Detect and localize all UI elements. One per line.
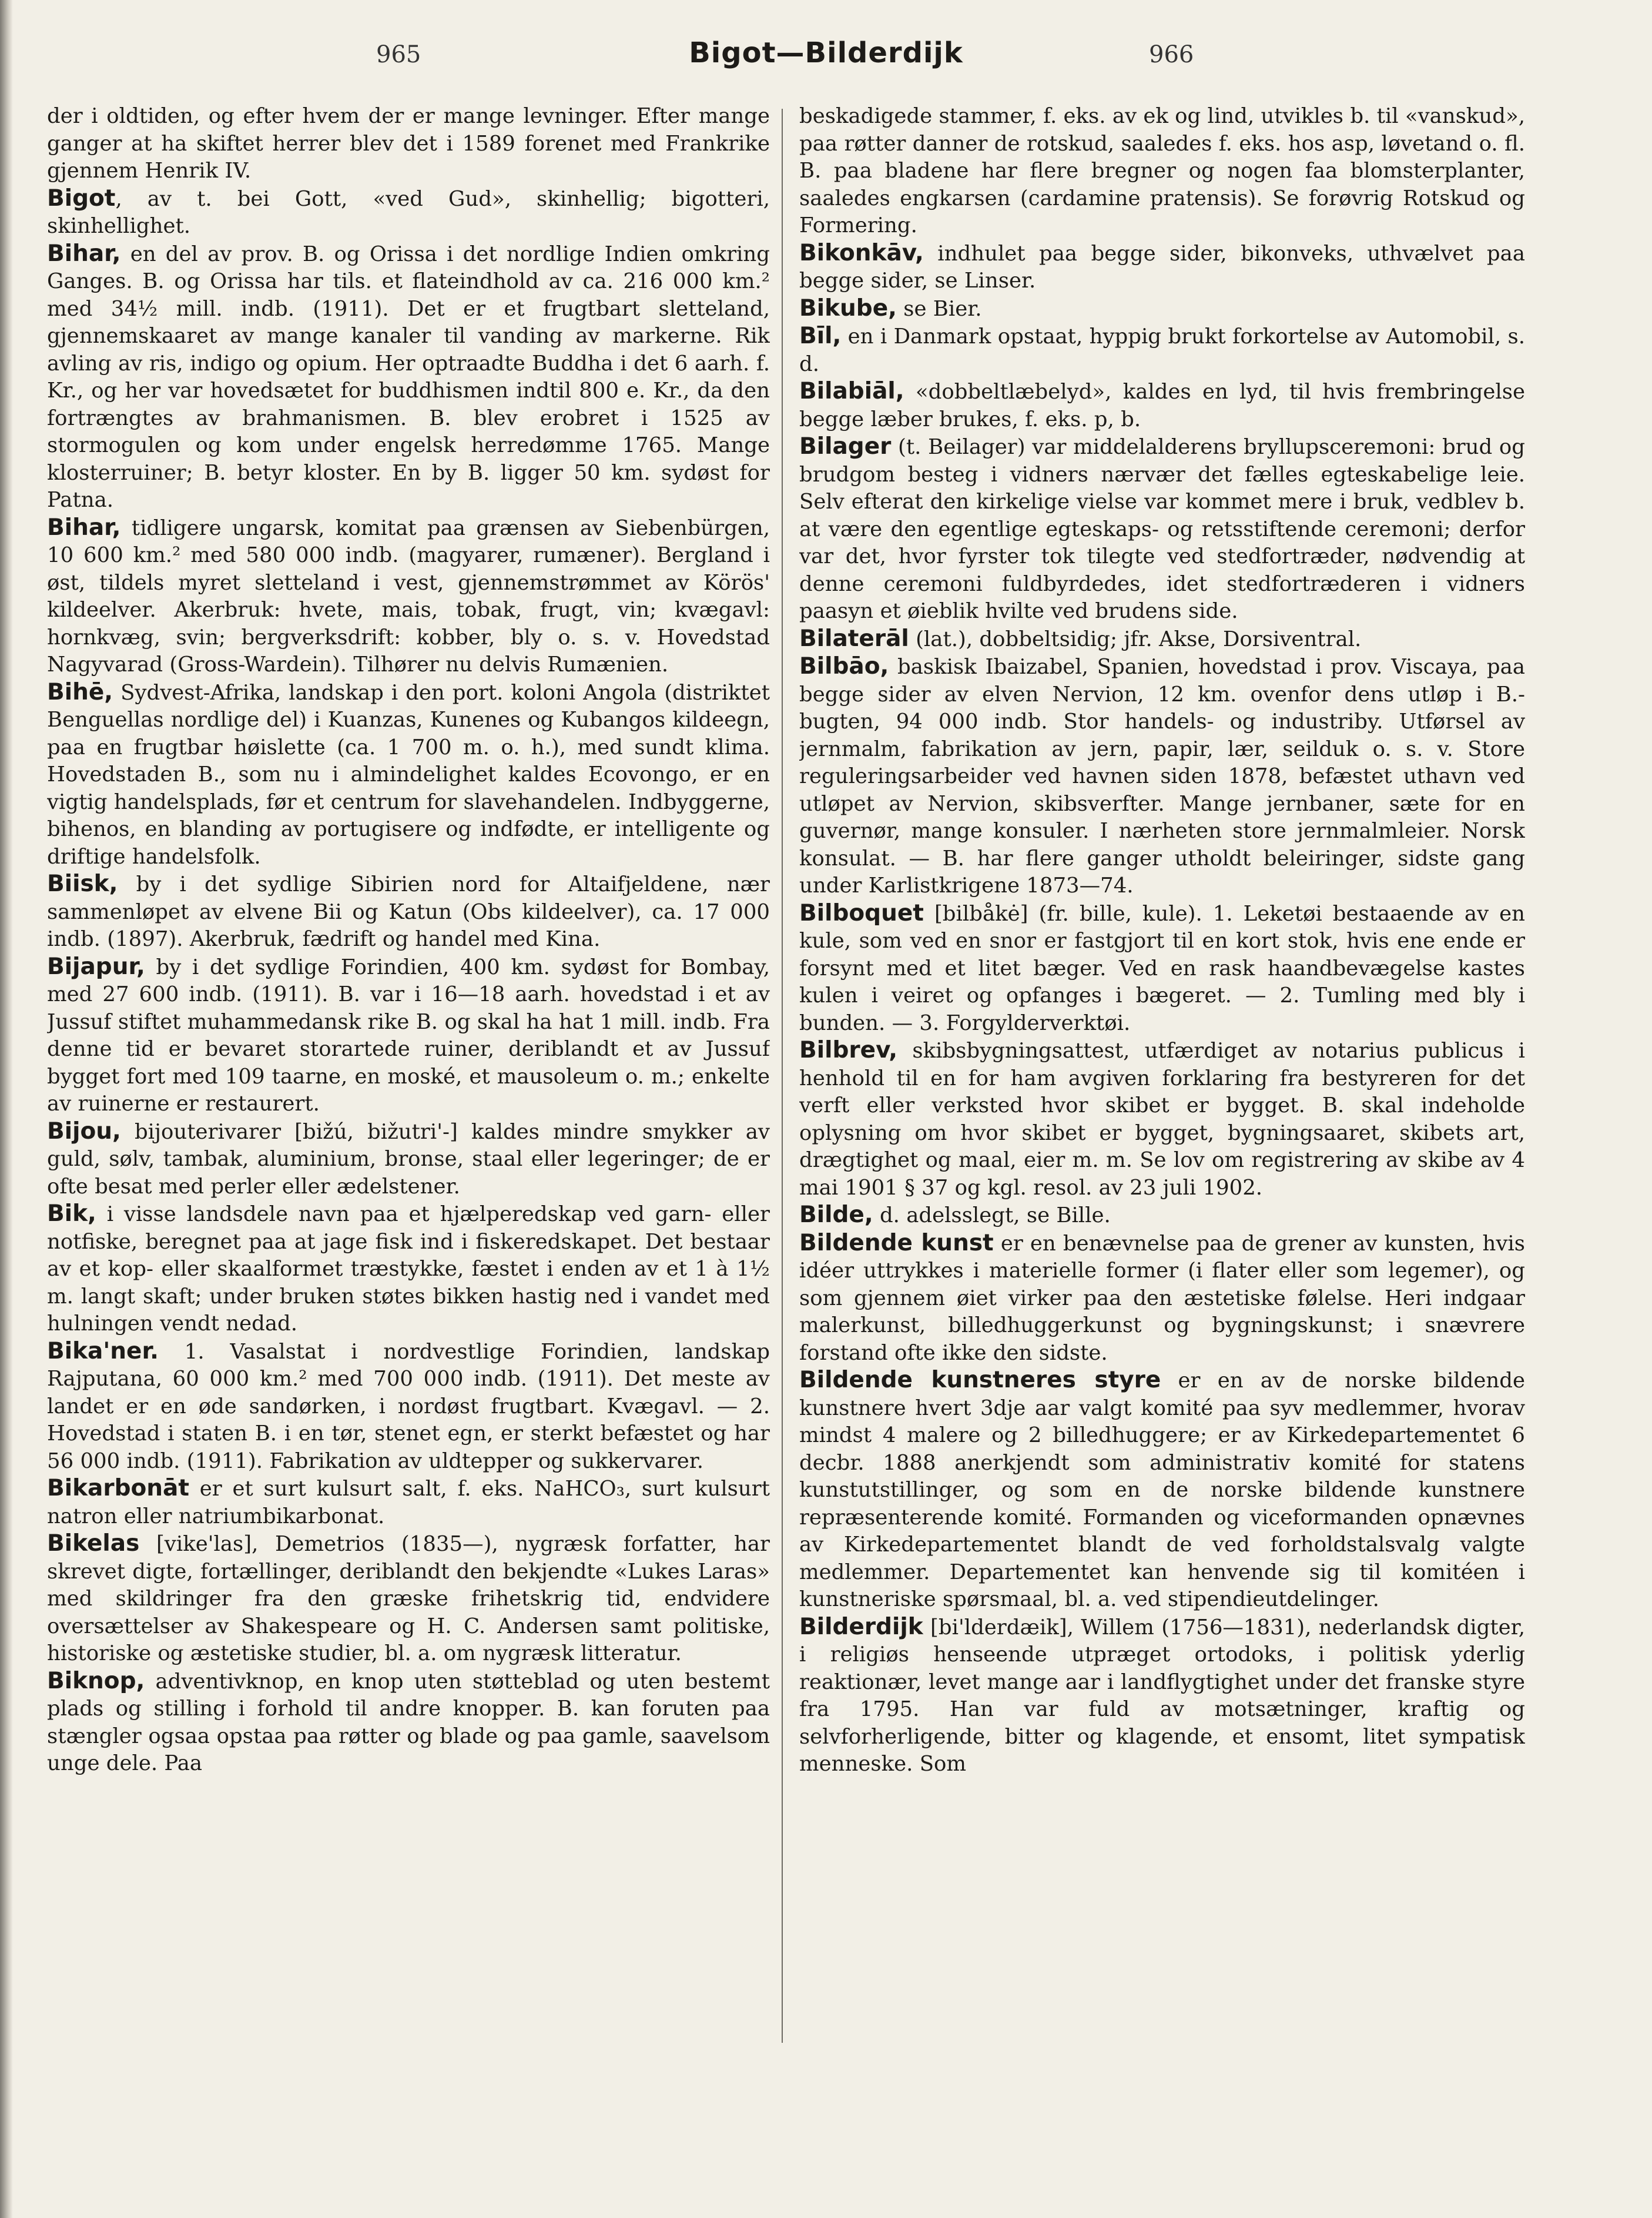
page-binding-shadow	[0, 0, 13, 2218]
page-header	[0, 36, 1652, 78]
entry-text: beskadigede stammer, f. eks. av ek og lind, utvikles b. til «vanskud», paa røtter danner de rotskud, saaledes f. eks. hos asp, løvetand o. fl. B. paa bladene har flere bregner og nogen faa blomsterplanter, saaledes engkarsen (cardamine pratensis). Se forøvrig Rotskud og Formering.	[799, 104, 1525, 237]
entry-text: [vike'las], Demetrios (1835—), nygræsk forfatter, har skrevet digte, fortællinger, deriblandt den bekjendte «Lukes Laras» med skildringer fra den græske frihetskrig tid, endvidere oversættelser av Shakespeare og H. C. Andersen samt politiske, historiske og æstetiske studier, bl. a. om nygræsk litteratur.	[47, 1532, 770, 1665]
dictionary-entry	[47, 240, 770, 514]
dictionary-entry	[47, 1668, 770, 1778]
entry-text: er et surt kulsurt salt, f. eks. NaHCO₃, surt kulsurt natron eller natriumbikarbonat.	[47, 1477, 770, 1528]
dictionary-entry	[799, 295, 1525, 323]
dictionary-entry	[47, 1475, 770, 1530]
entry-text: en del av prov. B. og Orissa i det nordlige Indien omkring Ganges. B. og Orissa har tils. et flateindhold av ca. 216 000 km.² med 34½ mill. indb. (1911). Det er et frugtbart sletteland, gjennemskaaret av mange kanaler til vanding av markerne. Rik avling av ris, indigo og opium. Her optraadte Buddha i det 6 aarh. f. Kr., og her var hovedsætet for buddhismen indtil 800 e. Kr., da den fortrængtes av brahmanismen. B. blev erobret i 1525 av stormogulen og kom under engelsk herredømme 1765. Mange klosterruiner; B. betyr kloster. En by B. ligger 50 km. sydøst for Patna.	[47, 242, 770, 512]
entry-headword: Bilderdijk	[799, 1613, 923, 1640]
dictionary-entry	[47, 1200, 770, 1338]
right-column	[799, 103, 1525, 2172]
entry-text: er en av de norske bildende kunstnere hvert 3dje aar valgt komité paa syv medlemmer, hvorav mindst 4 malere og 2 billedhuggere; er av Kirkedepartementet 6 decbr. 1888 anerkjendt som administrativ komité for statens kunstutstillinger, og som en de norske bildende kunstnere repræsenterende komité. Formanden og viceformanden opnævnes av Kirkedepartementet blandt de ved forholdstalsvalg valgte medlemmer. Departementet kan henvende sig til komitéen i kunstneriske spørsmaal, bl. a. ved stipendieutdelinger.	[799, 1369, 1525, 1611]
left-column	[47, 103, 770, 2172]
entry-headword: Bihar,	[47, 240, 121, 267]
entry-headword: Bilde,	[799, 1202, 873, 1228]
page-number-right: 966	[1149, 41, 1194, 68]
entry-text: indhulet paa begge sider, bikonveks, uthvælvet paa begge sider, se Linser.	[799, 241, 1525, 293]
dictionary-entry	[799, 1230, 1525, 1367]
entry-headword: Bilaterāl	[799, 625, 909, 652]
entry-headword: Bildende kunstneres styre	[799, 1367, 1161, 1393]
entry-headword: Bigot	[47, 185, 116, 212]
entry-text: [bi'lderdæik], Willem (1756—1831), nederlandsk digter, i religiøs henseende utpræget ortodoks, i politisk yderlig reaktionær, levet mange aar i landflygtighet under det franske styre fra 1795. Han var fuld av motsætninger, kraftig og selvforherligende, bitter og klagende, et ensomt, litet sympatisk menneske. Som	[799, 1615, 1525, 1776]
entry-headword: Bikelas	[47, 1530, 140, 1557]
dictionary-entry	[47, 185, 770, 240]
entry-headword: Bihar,	[47, 514, 121, 541]
entry-headword: Bikube,	[799, 295, 897, 322]
entry-text: (t. Beilager) var middelalderens bryllupsceremoni: brud og brudgom besteg i vidners nærvær det fælles egteskabelige leie. Selv efterat den kirkelige vielse var kommet mere i bruk, vedblev b. at være den egentlige egteskaps- og retsstiftende ceremoni; derfor var det, hvor fyrster tok tilegte ved stedfortræder, nødvendig at denne ceremoni fuldbyrdedes, idet stedfortræderen i vidners paasyn et øieblik hvilte ved brudens side.	[799, 435, 1525, 623]
entry-headword: Bilboquet	[799, 899, 924, 926]
entry-text: Sydvest-Afrika, landskap i den port. koloni Angola (distriktet Benguellas nordlige del) i Kuanzas, Kunenes og Kubangos kildeegn, paa en frugtbar høislette (ca. 1 700 m. o. h.), med sundt klima. Hovedstaden B., som nu i almindelighet kaldes Ecovongo, er en vigtig handelsplads, før et centrum for slavehandelen. Indbyggerne, bihenos, en blanding av portugisere og indfødte, er intelligente og driftige handelsfolk.	[47, 680, 770, 869]
entry-text: 1. Vasalstat i nordvestlige Forindien, landskap Rajputana, 60 000 km.² med 700 000 indb. (1911). Det meste av landet er en øde sandørken, i nordøst frugtbart. Kvægavl. — 2. Hovedstad i staten B. i en tør, stenet egn, er sterkt befæstet og har 56 000 indb. (1911). Fabrikation av uldtepper og sukkervarer.	[47, 1339, 770, 1473]
entry-headword: Bijou,	[47, 1118, 121, 1145]
entry-text: baskisk Ibaizabel, Spanien, hovedstad i prov. Viscaya, paa begge sider av elven Nervion, 12 km. ovenfor dens utløp i B.-bugten, 94 000 indb. Stor handels- og industriby. Utførsel av jernmalm, fabrikation av jern, papir, lær, seilduk o. s. v. Store reguleringsarbeider ved havnen siden 1878, befæstet uthavn ved utløpet av Nervion, skibsverfter. Mange jernbaner, sæte for en guvernør, mange konsuler. I nærheten store jernmalmleier. Norsk konsulat. — B. har flere ganger utholdt beleiringer, sidste gang under Karlistkrigene 1873—74.	[799, 655, 1525, 898]
dictionary-entry	[799, 378, 1525, 433]
entry-text: (lat.), dobbeltsidig; jfr. Akse, Dorsiventral.	[909, 627, 1362, 651]
entry-text: der i oldtiden, og efter hvem der er mange levninger. Efter mange ganger at ha skiftet herrer blev det i 1589 forenet med Frankrike gjennem Henrik IV.	[47, 104, 770, 183]
dictionary-entry	[799, 1367, 1525, 1614]
entry-headword: Bikonkāv,	[799, 239, 924, 266]
entry-headword: Bilager	[799, 433, 892, 460]
dictionary-entry	[47, 1118, 770, 1201]
entry-text: tidligere ungarsk, komitat paa grænsen av Siebenbürgen, 10 600 km.² med 580 000 indb. (magyarer, rumæner). Bergland i øst, tildels myret sletteland i vest, gjennemstrømmet av Körös' kildeelver. Akerbruk: hvete, mais, tobak, frugt, vin; kvægavl: hornkvæg, svin; bergverksdrift: kobber, bly o. s. v. Hovedstad Nagyvarad (Gross-Wardein). Tilhører nu delvis Rumænien.	[47, 516, 770, 677]
entry-headword: Biisk,	[47, 871, 118, 897]
entry-text: by i det sydlige Forindien, 400 km. sydøst for Bombay, med 27 600 indb. (1911). B. var i 16—18 aarh. hovedstad i et av Jussuf stiftet muhammedansk rike B. og skal ha hat 1 mill. indb. Fra denne tid er bevaret storartede ruiner, deriblandt et av Jussuf bygget fort med 109 taarne, en moské, et mausoleum o. m.; enkelte av ruinerne er restaurert.	[47, 955, 770, 1116]
entry-headword: Bik,	[47, 1200, 96, 1227]
dictionary-entry	[799, 103, 1525, 240]
entry-headword: Bihē,	[47, 678, 113, 705]
dictionary-entry	[47, 514, 770, 679]
entry-headword: Bika'ner.	[47, 1337, 159, 1364]
entry-headword: Bildende kunst	[799, 1229, 994, 1256]
entry-text: se Bier.	[896, 296, 982, 321]
running-head: Bigot—Bilderdijk	[689, 36, 963, 69]
dictionary-entry	[799, 625, 1525, 654]
dictionary-entry	[799, 1614, 1525, 1778]
entry-text: adventivknop, en knop uten støtteblad og uten bestemt plads og stilling i forhold til andre knopper. B. kan foruten paa stængler ogsaa opstaa paa røtter og blade og paa gamle, saavelsom unge dele. Paa	[47, 1669, 770, 1775]
page-number-left: 965	[376, 41, 421, 68]
dictionary-entry	[47, 1530, 770, 1668]
entry-text: er en benævnelse paa de grener av kunsten, hvis idéer uttrykkes i materielle former (i flater eller som legemer), og som gjennem øiet virker paa den æstetiske følelse. Heri indgaar malerkunst, billedhuggerkunst og bygningskunst; i snævrere forstand ofte ikke den sidste.	[799, 1231, 1525, 1365]
dictionary-entry	[47, 679, 770, 871]
entry-headword: Biknop,	[47, 1667, 145, 1694]
dictionary-entry	[47, 954, 770, 1118]
dictionary-entry	[799, 1037, 1525, 1202]
entry-text: «dobbeltlæbelyd», kaldes en lyd, til hvis frembringelse begge læber brukes, f. eks. p, b.	[799, 380, 1525, 431]
dictionary-entry	[799, 323, 1525, 378]
dictionary-entry	[799, 653, 1525, 900]
entry-text: [bilbåkė] (fr. bille, kule). 1. Leketøi bestaaende av en kule, som ved en snor er fastgjort til en kort stok, hvis ene ende er forsynt med et litet bæger. Ved en rask haandbevægelse kastes kulen i veiret og opfanges i bægeret. — 2. Tumling med bly i bunden. — 3. Forgylderverktøi.	[799, 901, 1525, 1035]
dictionary-entry	[47, 871, 770, 954]
column-divider	[782, 109, 783, 2043]
entry-text: by i det sydlige Sibirien nord for Altaifjeldene, nær sammenløpet av elvene Bii og Katun (Obs kildeelver), ca. 17 000 indb. (1897). Akerbruk, fædrift og handel med Kina.	[47, 872, 770, 951]
entry-text: skibsbygningsattest, utfærdiget av notarius publicus i henhold til en for ham avgiven forklaring fra bestyreren for det verft eller verksted hvor skibet er bygget. B. skal indeholde oplysning om hvor skibet er bygget, bygningsaaret, skibets art, drægtighet og maal, eier m. m. Se lov om registrering av skibe av 4 mai 1901 § 37 og kgl. resol. av 23 juli 1902.	[799, 1039, 1525, 1200]
entry-headword: Bilabiāl,	[799, 378, 904, 404]
entry-headword: Bīl,	[799, 323, 842, 349]
entry-headword: Bilbrev,	[799, 1037, 898, 1063]
entry-text: bijouterivarer [bižú, bižutri'-] kaldes mindre smykker av guld, sølv, tambak, aluminium, bronse, staal eller legeringer; de er ofte besat med perler eller ædelstener.	[47, 1119, 770, 1199]
entry-text: en i Danmark opstaat, hyppig brukt forkortelse av Automobil, s. d.	[799, 324, 1525, 376]
entry-headword: Bijapur,	[47, 953, 145, 980]
dictionary-entry	[799, 433, 1525, 625]
entry-text: , av t. bei Gott, «ved Gud», skinhellig; bigotteri, skinhellighet.	[47, 186, 770, 238]
dictionary-entry	[47, 1338, 770, 1476]
entry-text: i visse landsdele navn paa et hjælperedskap ved garn- eller notfiske, beregnet paa at jage fisk ind i fiskeredskapet. Det bestaar av et kop- eller skaalformet træstykke, fæstet i enden av et 1 à 1½ m. langt skaft; under bruken støtes bikken hastig ned i vandet med hulningen vendt nedad.	[47, 1202, 770, 1336]
dictionary-entry	[799, 1202, 1525, 1230]
entry-headword: Bikarbonāt	[47, 1475, 190, 1501]
dictionary-entry	[799, 900, 1525, 1038]
dictionary-entry	[47, 103, 770, 185]
entry-headword: Bilbāo,	[799, 653, 889, 680]
dictionary-entry	[799, 240, 1525, 295]
entry-text: d. adelsslegt, se Bille.	[873, 1203, 1111, 1227]
